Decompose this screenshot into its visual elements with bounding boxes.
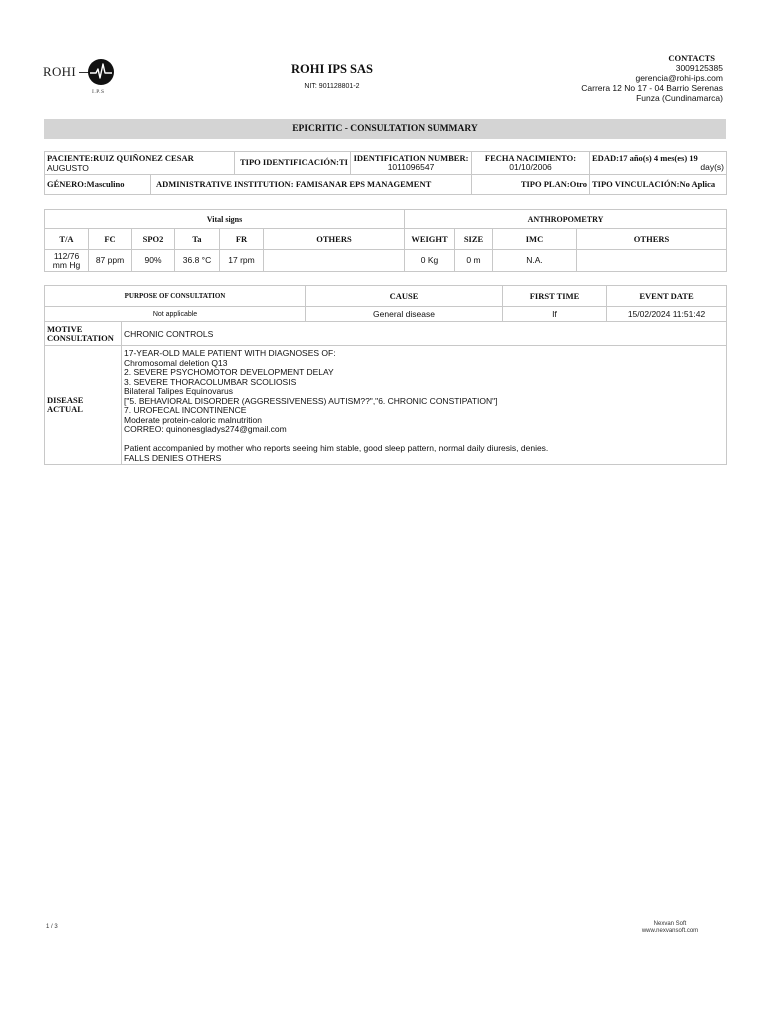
value-anthro-others xyxy=(577,250,727,272)
id-number-value: 1011096547 xyxy=(387,162,435,172)
footer-brand-site: www.nexvansoft.com xyxy=(641,928,699,934)
id-number-cell xyxy=(351,152,472,175)
link-type-label: TIPO VINCULACIÓN: xyxy=(592,178,680,189)
id-type-cell xyxy=(235,152,351,175)
link-type-value: No Aplica xyxy=(679,178,716,189)
admin-institution-label: ADMINISTRATIVE INSTITUTION: xyxy=(156,178,294,189)
age-value-2: day(s) xyxy=(700,162,725,172)
patient-name-value: RUIZ QUIÑONEZ CESAR xyxy=(93,153,194,163)
header-others: OTHERS xyxy=(264,229,405,250)
disease-label-1: DISEASE xyxy=(47,395,84,405)
header-temp: Ta xyxy=(175,229,220,250)
motive-value: CHRONIC CONTROLS xyxy=(122,322,727,346)
patient-name-label: PACIENTE: xyxy=(47,153,94,163)
admin-institution-value: FAMISANAR EPS MANAGEMENT xyxy=(295,178,432,189)
contacts-title: CONTACTS xyxy=(668,53,715,63)
heartbeat-icon xyxy=(88,59,114,85)
event-date-value: 15/02/2024 11:51:42 xyxy=(607,307,727,322)
disease-text-cell xyxy=(122,346,727,465)
value-ta-1: 112/76 xyxy=(53,250,80,261)
birth-date-cell xyxy=(472,152,590,175)
id-number-label: IDENTIFICATION NUMBER: xyxy=(353,152,469,163)
vitals-title-row xyxy=(45,210,727,229)
contacts-block xyxy=(581,53,723,103)
contact-city: Funza (Cundinamarca) xyxy=(636,93,723,103)
purpose-header: PURPOSE OF CONSULTATION xyxy=(45,286,306,307)
gender-value: Masculino xyxy=(86,178,125,189)
motive-label xyxy=(45,322,122,346)
contact-phone: 3009125385 xyxy=(675,63,723,73)
disease-row xyxy=(45,346,727,465)
header-ta: T/A xyxy=(45,229,89,250)
age-cell xyxy=(590,152,727,175)
patient-name-value-2: AUGUSTO xyxy=(47,162,89,173)
patient-info-table xyxy=(44,151,727,195)
purpose-value: Not applicable xyxy=(45,307,306,322)
footer-brand-name: Nexvan Soft xyxy=(653,921,687,927)
contact-email: gerencia@rohi-ips.com xyxy=(635,73,723,83)
value-weight: 0 Kg xyxy=(405,250,455,272)
event-date-header: EVENT DATE xyxy=(607,286,727,307)
value-temp: 36.8 °C xyxy=(175,250,220,272)
disease-text: 17-YEAR-OLD MALE PATIENT WITH DIAGNOSES OF: Chromosomal deletion Q13 2. SEVERE PSYCHOMOTOR DEVELOPMENT DELAY 3. SEVERE THORACOLUMBAR SCOLIOSIS Bilateral Talipes Equinovarus ["5. BEHAVIORAL DISORDER (AGGRESSIVENESS) AUTISM??","6. CHRONIC CONSTIPATION"] 7. UROFECAL INCONTINENCE Moderate protein-caloric malnutrition CORREO: quinonesgladys274@gmail.com Patient accompanied by mother who reports seeing him stable, good sleep pattern, normal daily diuresis, denies. FALLS DENIES OTHERS xyxy=(124,348,549,463)
header-anthro-others: OTHERS xyxy=(577,229,727,250)
contact-address: Carrera 12 No 17 - 04 Barrio Serenas xyxy=(581,83,723,93)
cause-value: General disease xyxy=(306,307,503,322)
document-title-banner: EPICRITIC - CONSULTATION SUMMARY xyxy=(44,119,726,139)
cause-header: CAUSE xyxy=(306,286,503,307)
age-label: EDAD: xyxy=(592,152,619,163)
motive-row xyxy=(45,322,727,346)
company-logo xyxy=(43,58,123,98)
disease-label xyxy=(45,346,122,465)
value-others xyxy=(264,250,405,272)
admin-institution-cell xyxy=(151,175,472,195)
patient-name-cell xyxy=(45,152,235,175)
first-time-header: FIRST TIME xyxy=(503,286,607,307)
vitals-value-row xyxy=(45,250,727,272)
birth-date-value: 01/10/2006 xyxy=(509,162,552,172)
value-fc: 87 ppm xyxy=(89,250,132,272)
motive-label-2: CONSULTATION xyxy=(47,332,114,343)
motive-label-1: MOTIVE xyxy=(47,323,83,334)
anthropometry-title: ANTHROPOMETRY xyxy=(405,210,727,229)
patient-row-1 xyxy=(45,152,727,175)
value-fr: 17 rpm xyxy=(220,250,264,272)
disease-label-2: ACTUAL xyxy=(47,404,83,414)
link-type-cell xyxy=(590,175,727,195)
gender-label: GÉNERO: xyxy=(47,178,87,189)
consultation-value-row xyxy=(45,307,727,322)
vital-signs-title: Vital signs xyxy=(45,210,405,229)
patient-row-2 xyxy=(45,175,727,195)
id-type-label: TIPO IDENTIFICACIÓN: xyxy=(240,157,339,168)
logo-subtitle: I.P.S xyxy=(92,89,105,95)
footer-brand xyxy=(640,921,700,935)
value-ta xyxy=(45,250,89,272)
logo-text: ROHI xyxy=(43,64,76,79)
consultation-header-row xyxy=(45,286,727,307)
plan-type-label: TIPO PLAN: xyxy=(520,178,570,189)
header-imc: IMC xyxy=(493,229,577,250)
company-title: ROHI IPS SAS xyxy=(291,62,373,76)
header-fr: FR xyxy=(220,229,264,250)
plan-type-value: Otro xyxy=(569,178,588,189)
consultation-table xyxy=(44,285,727,465)
age-value: 17 año(s) 4 mes(es) 19 xyxy=(618,152,698,163)
header-fc: FC xyxy=(89,229,132,250)
birth-date-label: FECHA NACIMIENTO: xyxy=(484,152,577,163)
value-spo2: 90% xyxy=(132,250,175,272)
value-size: 0 m xyxy=(455,250,493,272)
header-weight: WEIGHT xyxy=(405,229,455,250)
id-type-value: TI xyxy=(338,157,348,168)
vitals-table xyxy=(44,209,727,272)
page-number: 1 / 3 xyxy=(46,924,58,930)
company-nit: NIT: 901128801-2 xyxy=(304,83,360,90)
plan-type-cell xyxy=(472,175,590,195)
gender-cell xyxy=(45,175,151,195)
first-time-value: If xyxy=(503,307,607,322)
value-ta-2: mm Hg xyxy=(52,259,81,270)
header-size: SIZE xyxy=(455,229,493,250)
vitals-header-row xyxy=(45,229,727,250)
value-imc: N.A. xyxy=(493,250,577,272)
header-spo2: SPO2 xyxy=(132,229,175,250)
